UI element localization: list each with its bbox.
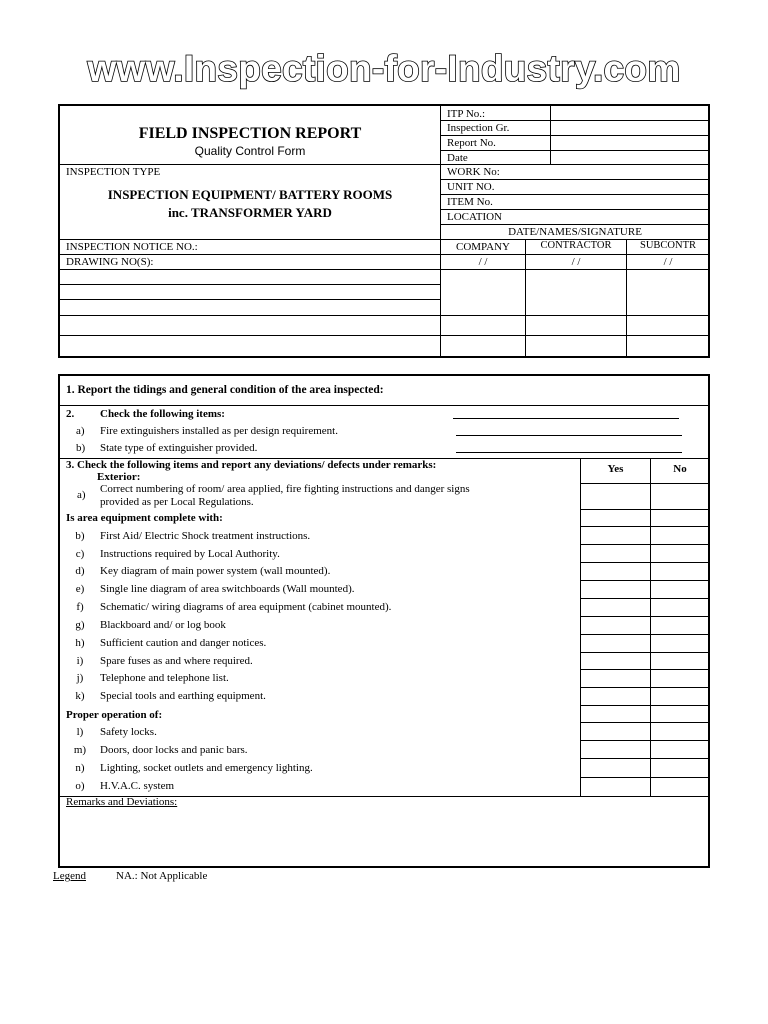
item-text: Special tools and earthing equipment. <box>100 690 266 702</box>
yes-checkbox[interactable] <box>582 485 649 508</box>
location-label: LOCATION <box>447 211 502 223</box>
work-no-label: WORK No: <box>447 166 500 178</box>
extinguisher-type-answer-line[interactable] <box>456 452 682 453</box>
no-checkbox[interactable] <box>652 485 708 508</box>
section2-title: Check the following items: <box>100 408 225 420</box>
item-text: Fire extinguishers installed as per design requirement. <box>100 425 338 437</box>
inspection-type-label: INSPECTION TYPE <box>66 166 161 178</box>
report-title: FIELD INSPECTION REPORT <box>138 125 362 142</box>
section2-number: 2. <box>66 408 75 420</box>
contractor-header: CONTRACTOR <box>540 240 612 251</box>
item-letter: l) <box>76 726 84 738</box>
drawing-label: DRAWING NO(S): <box>66 256 154 268</box>
equipment-heading: Is area equipment complete with: <box>66 512 223 524</box>
item-text: First Aid/ Electric Shock treatment instructions. <box>100 530 311 542</box>
item-letter: i) <box>76 655 84 667</box>
section1-title: 1. Report the tidings and general condition of the area inspected: <box>66 384 384 396</box>
item-letter: d) <box>75 565 85 577</box>
section3-title: 3. Check the following items and report any deviations/ defects under remarks: <box>66 459 437 471</box>
item-letter: n) <box>75 762 85 774</box>
item-text: Sufficient caution and danger notices. <box>100 637 267 649</box>
item-letter: a) <box>77 489 86 501</box>
exterior-heading: Exterior: <box>97 471 141 483</box>
item-letter: o) <box>75 780 85 792</box>
item-text: Blackboard and/ or log book <box>100 619 226 631</box>
item-text: Schematic/ wiring diagrams of area equipment (cabinet mounted). <box>100 601 392 613</box>
remarks-label: Remarks and Deviations: <box>66 796 178 808</box>
fire-extinguisher-answer-line[interactable] <box>456 435 682 436</box>
subcontr-header: SUBCONTR <box>639 240 696 251</box>
inspection-type-line2: inc. TRANSFORMER YARD <box>168 205 332 220</box>
item-letter: m) <box>73 744 87 756</box>
item-text: H.V.A.C. system <box>100 780 175 792</box>
inspection-gr-field[interactable] <box>551 121 708 134</box>
report-no-label: Report No. <box>447 137 496 149</box>
company-date: / / <box>478 256 488 268</box>
yes-column-header: Yes <box>607 463 624 475</box>
inspection-type-line1: INSPECTION EQUIPMENT/ BATTERY ROOMS <box>107 187 393 202</box>
item-text: Single line diagram of area switchboards (Wall mounted). <box>100 583 355 595</box>
legend-label: Legend <box>53 870 86 882</box>
item-text: Doors, door locks and panic bars. <box>100 744 248 756</box>
item-text: Instructions required by Local Authority. <box>100 548 280 560</box>
item-letter: e) <box>75 583 85 595</box>
item-text: Telephone and telephone list. <box>100 672 229 684</box>
notice-label: INSPECTION NOTICE NO.: <box>66 241 198 253</box>
report-no-field[interactable] <box>551 136 708 149</box>
item-text: Key diagram of main power system (wall mounted). <box>100 565 331 577</box>
item-letter: h) <box>75 637 85 649</box>
company-header: COMPANY <box>455 241 510 253</box>
item-letter: c) <box>75 548 85 560</box>
inspection-gr-label: Inspection Gr. <box>447 122 510 134</box>
item-letter: f) <box>76 601 84 613</box>
item-text: Correct numbering of room/ area applied, fire fighting instructions and danger signs <box>100 483 470 495</box>
item-text: State type of extinguisher provided. <box>100 442 258 454</box>
no-column-header: No <box>673 463 687 475</box>
itp-no-label: ITP No.: <box>447 108 486 120</box>
item-no-label: ITEM No. <box>447 196 493 208</box>
site-title: www.Inspection-for-Industry.com <box>87 48 681 89</box>
item-letter: g) <box>75 619 85 631</box>
item-text: Lighting, socket outlets and emergency lighting. <box>100 762 313 774</box>
remarks-field[interactable] <box>60 812 708 866</box>
contractor-date: / / <box>571 256 581 268</box>
item-letter: k) <box>75 690 85 702</box>
date-label: Date <box>447 152 468 164</box>
item-letter: a) <box>76 425 85 437</box>
section2-answer-line[interactable] <box>453 418 679 419</box>
signature-title: DATE/NAMES/SIGNATURE <box>508 226 642 238</box>
item-letter: b) <box>76 442 86 454</box>
item-letter: j) <box>76 672 84 684</box>
subcontr-date: / / <box>663 256 673 268</box>
unit-no-label: UNIT NO. <box>447 181 495 193</box>
report-subtitle: Quality Control Form <box>194 144 306 158</box>
item-text: provided as per Local Regulations. <box>100 496 254 508</box>
item-text: Safety locks. <box>100 726 157 738</box>
itp-no-field[interactable] <box>551 106 708 119</box>
legend-text: NA.: Not Applicable <box>116 870 208 882</box>
operation-heading: Proper operation of: <box>66 709 163 721</box>
date-field[interactable] <box>551 151 708 163</box>
item-text: Spare fuses as and where required. <box>100 655 253 667</box>
item-letter: b) <box>75 530 85 542</box>
